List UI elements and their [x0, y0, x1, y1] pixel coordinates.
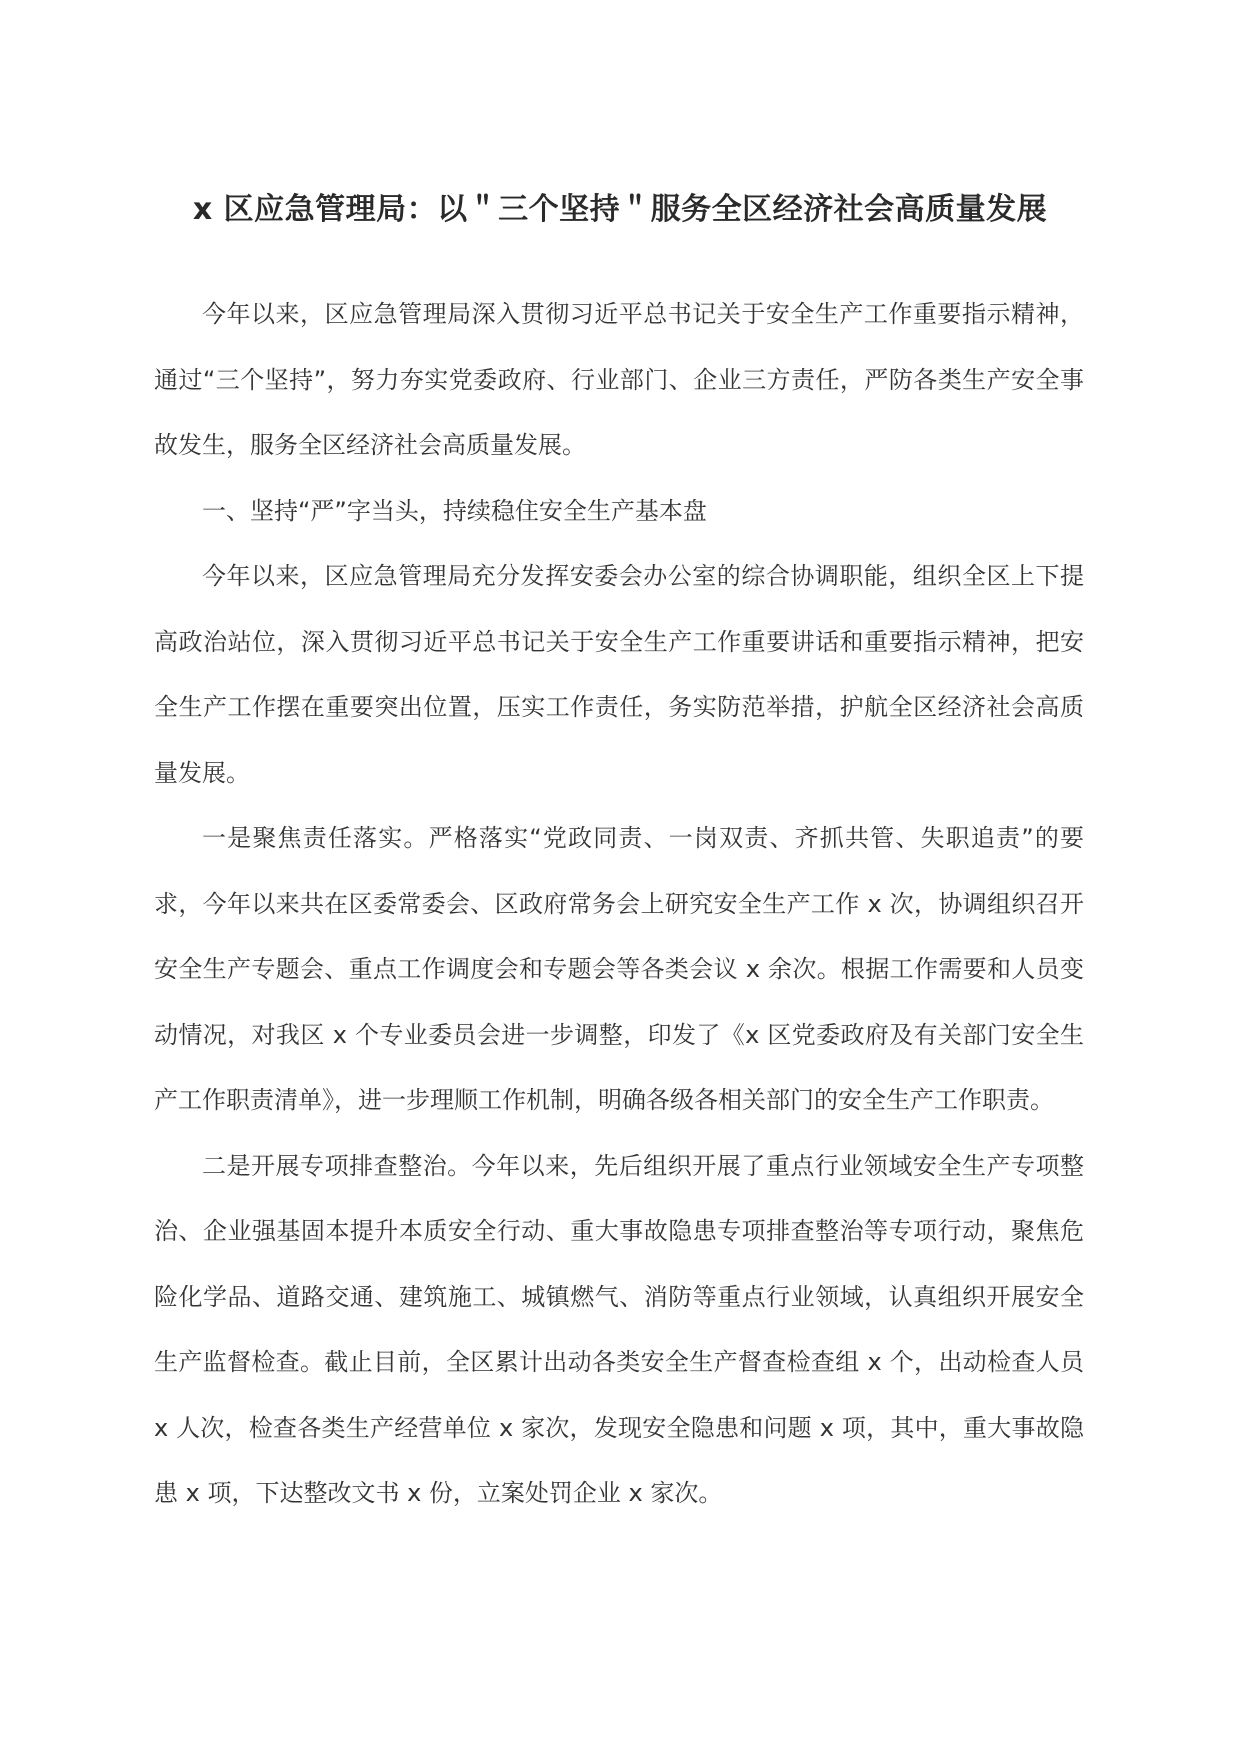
- intro-paragraph: 今年以来，区应急管理局深入贯彻习近平总书记关于安全生产工作重要指示精神，通过“三个坚持”，努力夯实党委政府、行业部门、企业三方责任，严防各类生产安全事故发生，服务全区经济社会高质量发展。: [154, 300, 1084, 459]
- document-title: x 区应急管理局：以＂三个坚持＂服务全区经济社会高质量发展: [192, 192, 1048, 227]
- responsibility-paragraph: 一是聚焦责任落实。严格落实“党政同责、一岗双责、齐抓共管、失职追责”的要求，今年以来共在区委常委会、区政府常务会上研究安全生产工作 x 次，协调组织召开安全生产专题会、重点工作调度会和专题会等各类会议 x 余次。根据工作需要和人员变动情况，对我区 x 个专业委员会进一步调整，印发了《x 区党委政府及有关部门安全生产工作职责清单》，进一步理顺工作机制，明确各级各相关部门的安全生产工作职责。: [154, 824, 1084, 1114]
- inspection-paragraph: 二是开展专项排查整治。今年以来，先后组织开展了重点行业领域安全生产专项整治、企业强基固本提升本质安全行动、重大事故隐患专项排查整治等专项行动，聚焦危险化学品、道路交通、建筑施工、城镇燃气、消防等重点行业领域，认真组织开展安全生产监督检查。截止目前，全区累计出动各类安全生产督查检查组 x 个，出动检查人员 x 人次，检查各类生产经营单位 x 家次，发现安全隐患和问题 x 项，其中，重大事故隐患 x 项，下达整改文书 x 份，立案处罚企业 x 家次。: [154, 1151, 1084, 1507]
- document-body: [154, 282, 1084, 1527]
- section-heading: 一、坚持“严”字当头，持续稳住安全生产基本盘: [202, 496, 707, 525]
- section-paragraph: 今年以来，区应急管理局充分发挥安委会办公室的综合协调职能，组织全区上下提高政治站位，深入贯彻习近平总书记关于安全生产工作重要讲话和重要指示精神，把安全生产工作摆在重要突出位置，压实工作责任，务实防范举措，护航全区经济社会高质量发展。: [154, 562, 1084, 787]
